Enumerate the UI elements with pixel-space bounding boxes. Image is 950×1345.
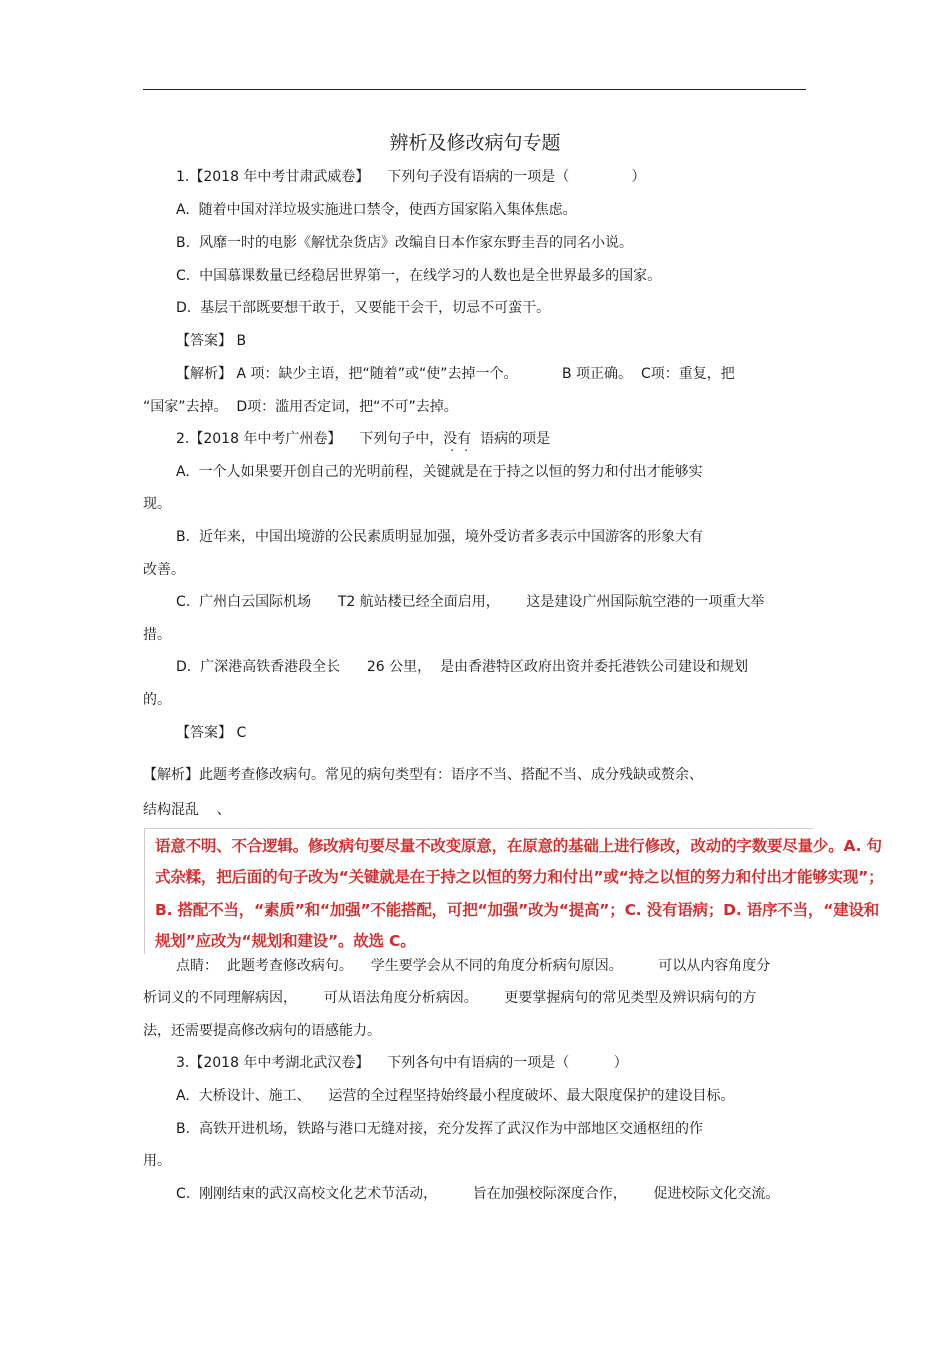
q2-emphasis-you: 有 xyxy=(457,431,472,447)
q1-answer: 【答案】 B xyxy=(176,333,247,349)
q2-answer: 【答案】 C xyxy=(176,725,247,741)
q3-option-b: B. 高铁开进机场，铁路与港口无缝对接，充分发挥了武汉作为中部地区交通枢纽的作 xyxy=(176,1121,703,1137)
q2-option-c-cont: 措。 xyxy=(143,627,171,643)
q2-stem-pre: 2.【2018 年中考广州卷】 下列句子中， xyxy=(176,431,444,447)
page-title: 辨析及修改病句专题 xyxy=(389,132,561,154)
q2-stem xyxy=(176,429,550,449)
q1-option-b: B. 风靡一时的电影《解忧杂货店》改编自日本作家东野圭吾的同名小说。 xyxy=(176,235,633,251)
q1-option-c: C. 中国慕课数量已经稳居世界第一，在线学习的人数也是全世界最多的国家。 xyxy=(176,268,662,284)
analysis-image-line: 式杂糅，把后面的句子改为“关键就是在于持之以恒的努力和付出”或“持之以恒的努力和付出才能够实现”； xyxy=(155,868,884,886)
q2-option-b: B. 近年来，中国出境游的公民素质明显加强，境外受访者多表示中国游客的形象大有 xyxy=(176,529,703,545)
q2-note-cont: 析词义的不同理解病因， 可从语法角度分析病因。 更要掌握病句的常见类型及辨识病句的方 xyxy=(143,990,757,1006)
q3-option-c: C. 刚刚结束的武汉高校文化艺术节活动， 旨在加强校际深度合作， 促进校际文化交流。 xyxy=(176,1186,780,1202)
analysis-image-line: 规划”应改为“规划和建设”。故选 C。 xyxy=(155,932,416,950)
analysis-image xyxy=(144,828,884,954)
q1-option-a: A. 随着中国对洋垃圾实施进口禁令，使西方国家陷入集体焦虑。 xyxy=(176,202,577,218)
q2-option-d: D. 广深港高铁香港段全长 26 公里， 是由香港特区政府出资并委托港铁公司建设和规划 xyxy=(176,659,748,675)
q1-analysis: 【解析】 A 项：缺少主语，把“随着”或“使”去掉一个。 B 项正确。 C项：重复，把 xyxy=(176,366,735,382)
q2-option-a-cont: 现。 xyxy=(143,496,171,512)
q2-analysis-cont: 结构混乱 、 xyxy=(143,802,231,818)
q1-stem: 1.【2018 年中考甘肃武威卷】 下列句子没有语病的一项是（ ） xyxy=(176,169,646,185)
q2-stem-post: 语病的项是 xyxy=(471,431,551,447)
q3-option-b-cont: 用。 xyxy=(143,1153,171,1169)
q1-analysis-cont: “国家”去掉。 D项：滥用否定词，把“不可”去掉。 xyxy=(143,399,458,415)
analysis-image-line: 语意不明、不合逻辑。修改病句要尽量不改变原意，在原意的基础上进行修改，改动的字数要尽量少。A. 句 xyxy=(155,837,882,855)
q2-note: 点睛： 此题考查修改病句。 学生要学会从不同的角度分析病句原因。 可以从内容角度分 xyxy=(176,958,771,974)
q2-option-a: A. 一个人如果要开创自己的光明前程，关键就是在于持之以恒的努力和付出才能够实 xyxy=(176,464,703,480)
q3-option-a: A. 大桥设计、施工、 运营的全过程坚持始终最小程度破坏、最大限度保护的建设目标。 xyxy=(176,1088,735,1104)
q2-option-d-cont: 的。 xyxy=(143,692,171,708)
q2-analysis: 【解析】此题考查修改病句。常见的病句类型有：语序不当、搭配不当、成分残缺或赘余、 xyxy=(143,767,703,783)
q2-option-c: C. 广州白云国际机场 T2 航站楼已经全面启用， 这是建设广州国际航空港的一项重大举 xyxy=(176,594,765,610)
q2-note-cont: 法，还需要提高修改病句的语感能力。 xyxy=(143,1023,381,1039)
q2-option-b-cont: 改善。 xyxy=(143,562,185,578)
q3-stem: 3.【2018 年中考湖北武汉卷】 下列各句中有语病的一项是（ ） xyxy=(176,1055,628,1071)
header-rule xyxy=(143,89,806,90)
q1-option-d: D. 基层干部既要想干敢于，又要能干会干，切忌不可蛮干。 xyxy=(176,300,551,316)
q2-emphasis-mei: 没 xyxy=(443,431,458,447)
analysis-image-line: B. 搭配不当，“素质”和“加强”不能搭配，可把“加强”改为“提高”；C. 没有语病；D. 语序不当，“建设和 xyxy=(155,901,880,919)
